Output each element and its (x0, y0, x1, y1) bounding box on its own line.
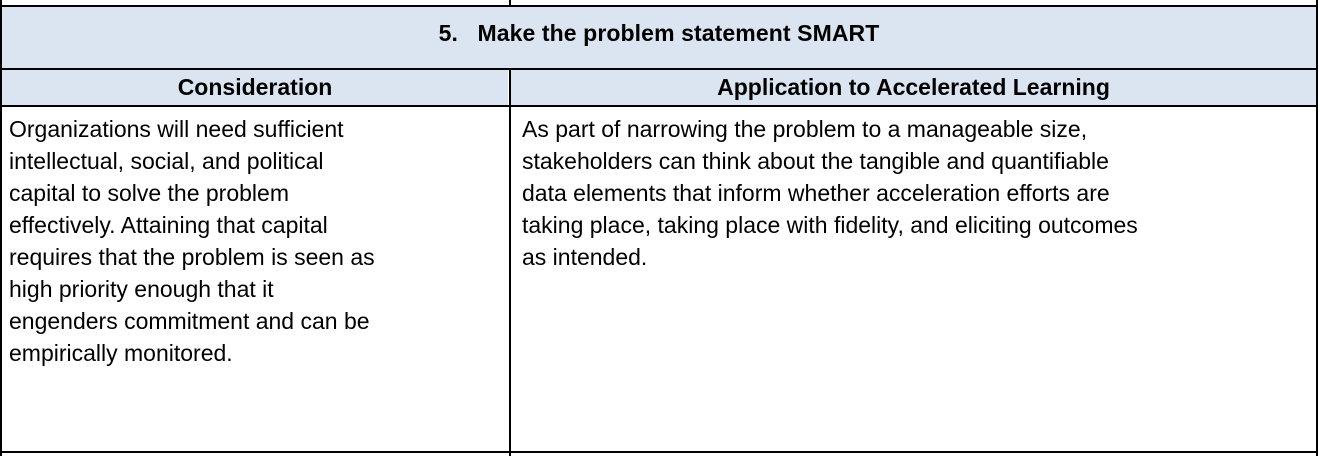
section-title (439, 20, 880, 47)
border-bottom (0, 451, 1318, 453)
column-header-application: Application to Accelerated Learning (511, 70, 1316, 105)
application-line: data elements that inform whether acceleration efforts are (522, 180, 1110, 206)
consideration-line: requires that the problem is seen as (9, 244, 375, 270)
consideration-line: intellectual, social, and political (9, 148, 324, 174)
section-header (2, 7, 1316, 68)
consideration-line: Organizations will need sufficient (9, 116, 344, 142)
border-section-header (0, 68, 1318, 70)
section-title-text: Make the problem statement SMART (477, 20, 880, 46)
application-cell (522, 113, 1138, 273)
consideration-cell (9, 113, 375, 369)
consideration-line: engenders commitment and can be (9, 308, 370, 334)
consideration-line: effectively. Attaining that capital (9, 212, 328, 238)
consideration-line: capital to solve the problem (9, 180, 289, 206)
application-line: stakeholders can think about the tangible and quantifiable (522, 148, 1109, 174)
application-line: as intended. (522, 244, 648, 270)
column-header-consideration: Consideration (2, 70, 508, 105)
section-number: 5. (438, 20, 458, 46)
application-line: As part of narrowing the problem to a manageable size, (522, 116, 1088, 142)
consideration-line: empirically monitored. (9, 340, 233, 366)
consideration-line: high priority enough that it (9, 276, 274, 302)
border-middle (509, 68, 511, 456)
border-top (0, 5, 1318, 7)
application-line: taking place, taking place with fidelity, and eliciting outcomes (522, 212, 1138, 238)
border-column-header (0, 105, 1318, 107)
